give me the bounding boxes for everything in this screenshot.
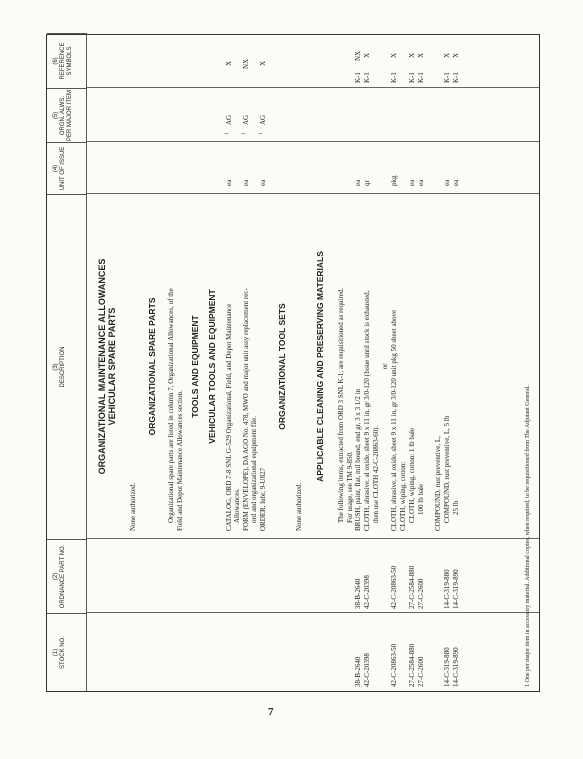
header-num: (1) (53, 648, 59, 657)
material-desc: BRUSH, paint, flat, mil bound, end gr, 3 x 3 1/2 in (354, 388, 362, 531)
material-ref: NX (354, 50, 362, 61)
material-ref-symbol: K-1 (443, 72, 451, 83)
header-num: (6) (53, 57, 59, 65)
material-unit: ea (408, 179, 416, 186)
tool-desc: Allowances. (233, 488, 241, 523)
header-stock-no (47, 613, 87, 691)
header-unit-of-issue (47, 142, 87, 194)
header-label: REFERENCE SYMBOLS (60, 42, 73, 80)
part-no: 27-C-2584-880 (408, 565, 416, 609)
tool-ref: X (259, 60, 267, 66)
material-desc-header: CLOTH, wiping, cotton: (399, 461, 407, 531)
footnote: 1 One per major item in accessory material. Additional copies, when required, to be requisitioned from The Adjutant General. (525, 385, 531, 687)
column-divider (87, 141, 539, 142)
rotated-table-body (46, 34, 540, 692)
header-label: STOCK NO. (60, 636, 66, 669)
part-no: 14-C-319-880 (443, 569, 451, 609)
vehicular-tools-heading: VEHICULAR TOOLS AND EQUIPMENT (207, 289, 217, 444)
stock-no: 38-B-2640 (354, 656, 362, 687)
material-ref-symbol: K-1 (417, 72, 425, 83)
header-label: ORGN. ALWS. PER MAJOR ITEM (60, 90, 73, 142)
header-reference-symbols (47, 33, 87, 88)
part-no: 42-C-20863-50 (390, 565, 398, 609)
cleaning-text: For usage, see TM 9-850. (346, 451, 354, 523)
stock-no: 14-C-319-880 (443, 647, 451, 687)
material-desc: 25 lb (452, 500, 460, 515)
cleaning-text: The following items, extracted from ORD 3 SNL K-1, are requisitioned as required. (337, 287, 345, 523)
material-unit: pkg (390, 175, 398, 186)
tool-qty: 1 (225, 132, 230, 135)
tool-desc: CATALOG, ORD 7-8 SNL G-529 Organizational, Field, and Depot Maintenance (225, 303, 233, 531)
header-num: (5) (53, 111, 59, 120)
none-authorized-text: None authorized. (129, 482, 137, 531)
tool-ref: NX (242, 58, 250, 69)
org-tool-sets-heading: ORGANIZATIONAL TOOL SETS (277, 303, 287, 430)
allowance-table (46, 34, 540, 692)
org-spare-text: Field and Depot Maintenance Allowances section. (176, 390, 184, 531)
stock-no: 42-C-20398 (363, 653, 371, 687)
tools-heading: TOOLS AND EQUIPMENT (190, 315, 200, 418)
tool-desc: ord and organizational equipment file. (250, 416, 258, 523)
header-description (47, 194, 87, 539)
column-divider (87, 87, 539, 88)
material-unit: ea (443, 179, 451, 186)
org-spare-text: Organizational spare parts are listed in column 7, Organizational Allowances, of the (167, 288, 175, 523)
tool-desc: FORM (ENVELOPE), DA AGO No. 478, MWO and major unit assy replacement rec- (242, 288, 250, 531)
or-text: or (381, 363, 389, 370)
header-label: UNIT OF ISSUE (60, 146, 66, 191)
material-desc-header: COMPOUND, rust preventive, L, (434, 436, 442, 531)
stock-no: 42-C-20863-50 (390, 643, 398, 687)
material-ref-symbol: K-1 (408, 72, 416, 83)
tool-orgn: AG (242, 114, 250, 125)
material-unit: qr (363, 180, 371, 186)
part-no: 38-B-2640 (354, 578, 362, 609)
tool-orgn: AG (259, 114, 267, 125)
page-number: 7 (268, 706, 274, 718)
header-num: (4) (53, 164, 59, 173)
material-desc: COMPOUND, rust preventive, L, 5 lb (443, 415, 451, 523)
material-ref-symbol: K-1 (354, 72, 362, 83)
cleaning-materials-heading: APPLICABLE CLEANING AND PRESERVING MATERIALS (315, 251, 325, 482)
section-title: ORGANIZATIONAL MAINTENANCE ALLOWANCES (97, 258, 107, 475)
material-desc: then use CLOTH 42-C-20863-60). (372, 425, 380, 523)
material-ref: X (408, 52, 416, 58)
material-desc: 100 lb bale (417, 483, 425, 515)
header-ordnance-part-no (47, 539, 87, 613)
tool-ref: X (225, 60, 233, 66)
material-desc: CLOTH, wiping, cotton: 1 lb bale (408, 427, 416, 523)
tool-unit: ea (225, 179, 233, 186)
material-ref: X (363, 52, 371, 58)
column-divider (87, 612, 539, 613)
section-subtitle: VEHICULAR SPARE PARTS (107, 307, 117, 426)
tool-unit: ea (242, 179, 250, 186)
material-desc: CLOTH, abrasive, al oxide, sheet 9 x 11 in, gr 3/0-120 unit pkg 50 sheet above (390, 309, 398, 531)
material-ref-symbol: K-1 (390, 72, 398, 83)
header-num: (2) (53, 572, 59, 581)
material-ref-symbol: K-1 (363, 72, 371, 83)
tool-qty: 1 (242, 132, 247, 135)
tool-unit: ea (259, 179, 267, 186)
material-ref: X (452, 52, 460, 58)
tool-orgn: AG (225, 114, 233, 125)
none-authorized-text: None authorized. (295, 482, 303, 531)
header-label: DESCRIPTION (60, 346, 66, 388)
stock-no: 14-C-319-890 (452, 647, 460, 687)
material-ref: X (417, 52, 425, 58)
material-desc: CLOTH, abrasive, al oxide, sheet 9 x 11 in, gr 3/0-120 (Issue until stock is exhausted, (363, 290, 371, 531)
material-unit: ea (452, 179, 460, 186)
part-no: 27-C-2600 (417, 578, 425, 609)
stock-no: 27-C-2584-880 (408, 643, 416, 687)
material-unit: ea (354, 179, 362, 186)
part-no: 14-C-319-890 (452, 569, 460, 609)
material-ref: X (443, 52, 451, 58)
tool-desc: ORDER, lubr, 9-U827 (259, 467, 267, 531)
tool-qty: 1 (259, 132, 264, 135)
material-ref-symbol: K-1 (452, 72, 460, 83)
part-no: 42-C-20398 (363, 575, 371, 609)
header-num: (3) (53, 363, 59, 371)
stock-no: 27-C-2600 (417, 656, 425, 687)
material-unit: ea (417, 179, 425, 186)
org-spare-parts-heading: ORGANIZATIONAL SPARE PARTS (147, 297, 157, 436)
header-orgn-alws (47, 88, 87, 142)
header-label: ORDNANCE PART NO. (60, 544, 66, 609)
material-ref: X (390, 52, 398, 58)
